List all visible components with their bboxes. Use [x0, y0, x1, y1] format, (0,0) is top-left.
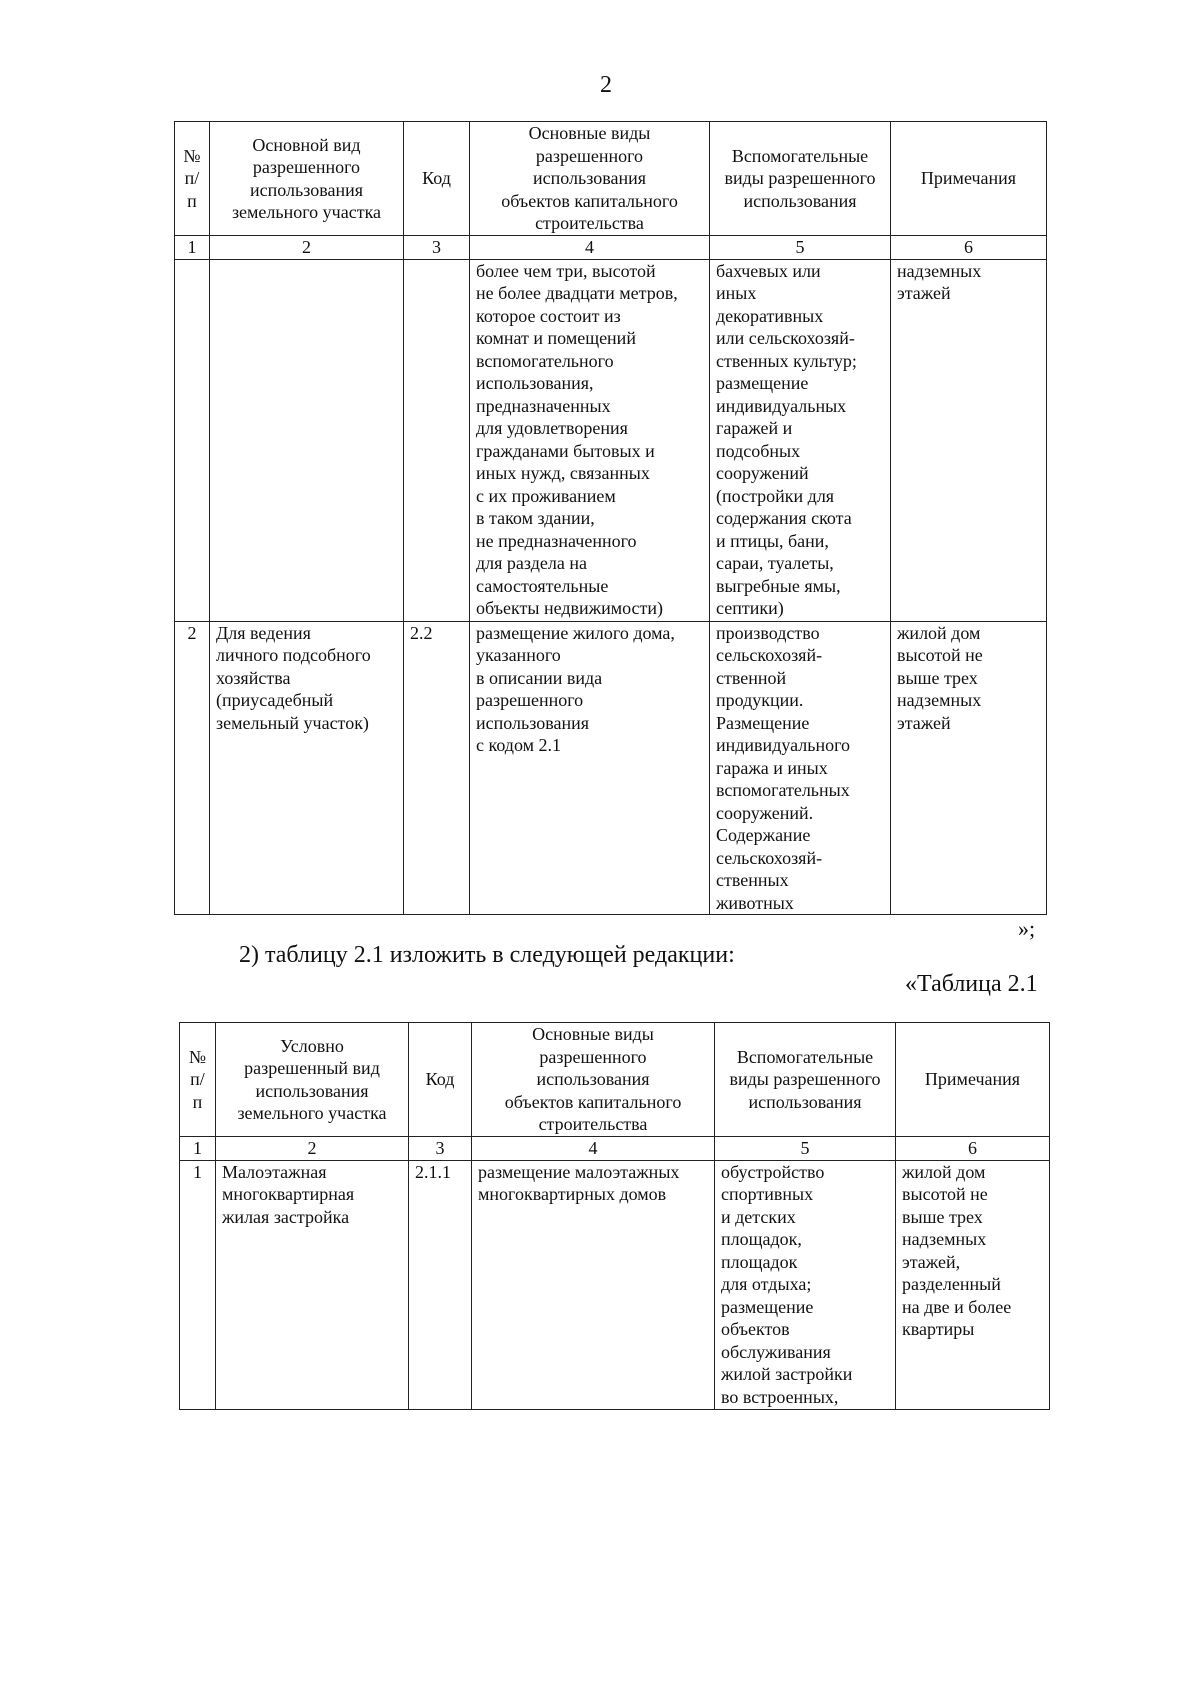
- main-uses: более чем три, высотой не более двадцати метров, которое состоит из комнат и помещений вспомогательного использования, предназначенных для удовлетворения гражданами бытовых и иных нужд, связанных с их проживанием в таком здании, не предназначенного для раздела на самостоятельные объекты недвижимости): [470, 259, 710, 621]
- header-use-kind: Основной вид разрешенного использования земельного участка: [210, 122, 404, 236]
- column-number-row: [175, 236, 1047, 260]
- row-number: [175, 259, 210, 621]
- header-code: Код: [409, 1023, 472, 1137]
- page-number: 2: [600, 72, 612, 98]
- table-caption: «Таблица 2.1: [905, 971, 1038, 997]
- column-number: 4: [470, 236, 710, 260]
- use-kind: Для ведения личного подсобного хозяйства (приусадебный земельный участок): [210, 621, 404, 915]
- table-row: [180, 1160, 1050, 1409]
- column-number: 4: [472, 1137, 715, 1161]
- header-auxiliary-uses: Вспомогательные виды разрешенного использования: [710, 122, 891, 236]
- header-main-uses: Основные виды разрешенного использования объектов капитального строительства: [472, 1023, 715, 1137]
- notes: жилой дом высотой не выше трех надземных этажей, разделенный на две и более квартиры: [896, 1160, 1050, 1409]
- column-number: 1: [175, 236, 210, 260]
- column-number: 3: [404, 236, 470, 260]
- column-number-row: [180, 1137, 1050, 1161]
- table-header-row: [180, 1023, 1050, 1137]
- header-code: Код: [404, 122, 470, 236]
- column-number: 2: [216, 1137, 409, 1161]
- auxiliary-uses: бахчевых или иных декоративных или сельскохозяй- ственных культур; размещение индивидуальных гаражей и подсобных сооружений (постройки для содержания скота и птицы, бани, сараи, туалеты, выгребные ямы, септики): [710, 259, 891, 621]
- conditionally-permitted-use-table: [179, 1022, 1050, 1410]
- table-row: [175, 259, 1047, 621]
- main-uses: размещение жилого дома, указанного в описании вида разрешенного использования с кодом 2.1: [470, 621, 710, 915]
- amendment-instruction: 2) таблицу 2.1 изложить в следующей редакции:: [239, 942, 735, 968]
- column-number: 2: [210, 236, 404, 260]
- auxiliary-uses: производство сельскохозяй- ственной продукции. Размещение индивидуального гаража и иных вспомогательных сооружений. Содержание сельскохозяй- ственных животных: [710, 621, 891, 915]
- column-number: 6: [896, 1137, 1050, 1161]
- column-number: 1: [180, 1137, 216, 1161]
- notes: жилой дом высотой не выше трех надземных этажей: [891, 621, 1047, 915]
- column-number: 5: [715, 1137, 896, 1161]
- auxiliary-uses: обустройство спортивных и детских площадок, площадок для отдыха; размещение объектов обслуживания жилой застройки во встроенных,: [715, 1160, 896, 1409]
- column-number: 6: [891, 236, 1047, 260]
- header-notes: Примечания: [891, 122, 1047, 236]
- row-number: 2: [175, 621, 210, 915]
- header-main-uses: Основные виды разрешенного использования объектов капитального строительства: [470, 122, 710, 236]
- permitted-use-table-continued: [174, 121, 1047, 915]
- use-code: [404, 259, 470, 621]
- notes: надземных этажей: [891, 259, 1047, 621]
- header-number: № п/п: [180, 1023, 216, 1137]
- column-number: 3: [409, 1137, 472, 1161]
- main-uses: размещение малоэтажных многоквартирных домов: [472, 1160, 715, 1409]
- table-row: [175, 621, 1047, 915]
- table-header-row: [175, 122, 1047, 236]
- row-number: 1: [180, 1160, 216, 1409]
- closing-quote: »;: [1018, 916, 1036, 941]
- header-notes: Примечания: [896, 1023, 1050, 1137]
- column-number: 5: [710, 236, 891, 260]
- use-kind: Малоэтажная многоквартирная жилая застройка: [216, 1160, 409, 1409]
- header-number: № п/п: [175, 122, 210, 236]
- header-auxiliary-uses: Вспомогательные виды разрешенного использования: [715, 1023, 896, 1137]
- use-kind: [210, 259, 404, 621]
- use-code: 2.1.1: [409, 1160, 472, 1409]
- header-use-kind: Условно разрешенный вид использования земельного участка: [216, 1023, 409, 1137]
- use-code: 2.2: [404, 621, 470, 915]
